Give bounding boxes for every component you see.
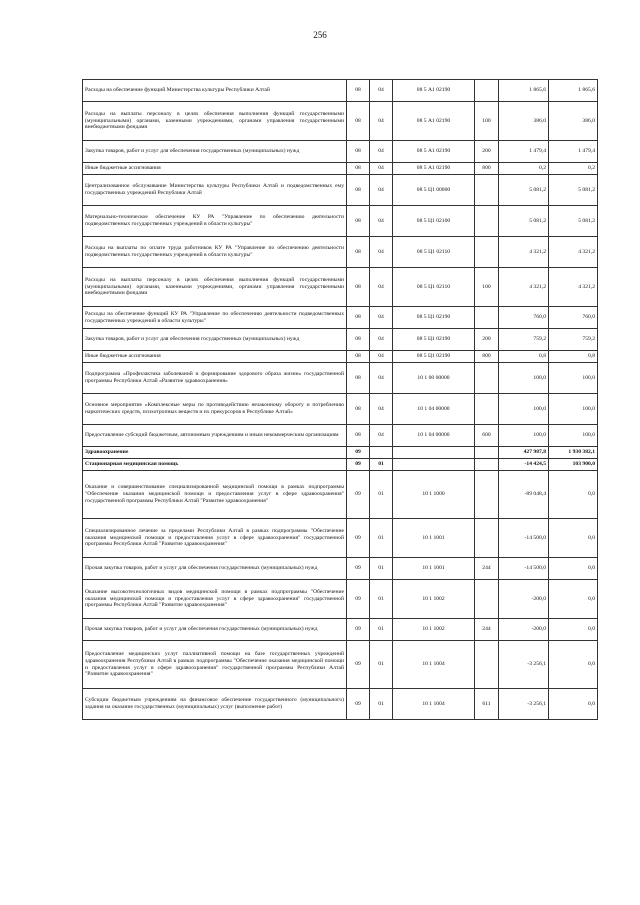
table-row — [83, 619, 598, 641]
subsection-code-cell — [370, 447, 393, 459]
expense-type-cell — [475, 519, 499, 558]
section-code-cell: 08 — [347, 237, 370, 268]
amount-change-cell: -3 256,1 — [499, 689, 549, 720]
subsection-code-cell: 04 — [370, 102, 393, 141]
row-name-cell: Здравоохранение — [83, 447, 347, 459]
section-code-cell: 09 — [347, 447, 370, 459]
amount-change-cell: 5 081,2 — [499, 175, 549, 206]
subsection-code-cell: 04 — [370, 141, 393, 163]
amount-change-cell: -200,0 — [499, 619, 549, 641]
section-code-cell: 08 — [347, 163, 370, 175]
expense-type-cell: 200 — [475, 141, 499, 163]
target-article-cell — [393, 459, 475, 471]
table-row — [83, 519, 598, 558]
amount-total-cell: 1 479,4 — [549, 141, 598, 163]
amount-total-cell: 103 900,0 — [549, 459, 598, 471]
amount-change-cell: 100,0 — [499, 425, 549, 447]
amount-change-cell: 100,0 — [499, 363, 549, 394]
row-name-cell: Расходы на выплаты по оплате труда работников КУ РА "Управление по обеспечению деятельности подведомственных государственных учреждений в области культуры" — [83, 237, 347, 268]
target-article-cell: 10 1 00 00000 — [393, 363, 475, 394]
table-row — [83, 689, 598, 720]
row-name-cell: Иные бюджетные ассигнования — [83, 163, 347, 175]
target-article-cell: 10 1 1002 — [393, 619, 475, 641]
amount-change-cell: 386,0 — [499, 102, 549, 141]
expense-type-cell: 100 — [475, 268, 499, 307]
target-article-cell: 08 5 А1 02190 — [393, 163, 475, 175]
expense-type-cell — [475, 394, 499, 425]
section-code-cell: 09 — [347, 471, 370, 519]
amount-change-cell: 5 081,2 — [499, 206, 549, 237]
section-code-cell: 08 — [347, 394, 370, 425]
subsection-code-cell: 01 — [370, 471, 393, 519]
row-name-cell: Стационарная медицинская помощь — [83, 459, 347, 471]
amount-total-cell: 100,0 — [549, 425, 598, 447]
target-article-cell: 08 5 Ц1 02100 — [393, 206, 475, 237]
subsection-code-cell: 04 — [370, 175, 393, 206]
expense-type-cell: 600 — [475, 425, 499, 447]
subsection-code-cell: 04 — [370, 80, 393, 102]
expense-type-cell — [475, 471, 499, 519]
subsection-code-cell: 04 — [370, 206, 393, 237]
target-article-cell: 08 5 А1 02190 — [393, 80, 475, 102]
table-row — [83, 459, 598, 471]
section-code-cell: 09 — [347, 558, 370, 580]
expense-type-cell — [475, 206, 499, 237]
section-code-cell: 09 — [347, 641, 370, 689]
expense-type-cell — [475, 237, 499, 268]
section-code-cell: 09 — [347, 580, 370, 619]
subsection-code-cell: 01 — [370, 619, 393, 641]
subsection-code-cell: 04 — [370, 163, 393, 175]
section-code-cell: 08 — [347, 307, 370, 329]
amount-change-cell: -200,0 — [499, 580, 549, 619]
row-name-cell: Иные бюджетные ассигнования — [83, 351, 347, 363]
amount-total-cell: 0,0 — [549, 471, 598, 519]
amount-total-cell: 5 081,2 — [549, 175, 598, 206]
expense-type-cell — [475, 80, 499, 102]
subsection-code-cell: 04 — [370, 351, 393, 363]
expense-type-cell: 800 — [475, 351, 499, 363]
target-article-cell: 08 5 Ц1 02190 — [393, 307, 475, 329]
table-row — [83, 471, 598, 519]
row-name-cell: Специализированное лечение за пределами Республики Алтай в рамках подпрограммы "Обеспечение оказания медицинской помощи и предоставления услуг в сфере здравоохранения" государственной программы Республики Алтай "Развитие здравоохранения" — [83, 519, 347, 558]
row-name-cell: Централизованное обслуживание Министерства культуры Республики Алтай и подведомственных ему государственных учреждений Республики Алтай — [83, 175, 347, 206]
row-name-cell: Предоставление медицинских услуг паллиативной помощи на базе государственных учреждений здравоохранения Республики Алтай в рамках подпрограммы "Обеспечение оказания медицинской помощи и предоставления услуг в сфере здравоохранения" государственной программы Республики Алтай "Развитие здравоохранения" — [83, 641, 347, 689]
section-code-cell: 09 — [347, 689, 370, 720]
subsection-code-cell: 01 — [370, 519, 393, 558]
section-code-cell: 09 — [347, 519, 370, 558]
row-name-cell: Материально-техническое обеспечение КУ РА "Управление по обеспечению деятельности подведомственных государственных учреждений в области культуры" — [83, 206, 347, 237]
amount-change-cell: 0,8 — [499, 351, 549, 363]
subsection-code-cell: 01 — [370, 641, 393, 689]
section-code-cell: 08 — [347, 141, 370, 163]
row-name-cell: Прочая закупка товаров, работ и услуг для обеспечения государственных (муниципальных) нужд — [83, 619, 347, 641]
amount-change-cell: -14 500,0 — [499, 558, 549, 580]
target-article-cell: 08 5 Ц1 02110 — [393, 237, 475, 268]
page-number: 256 — [313, 30, 327, 40]
amount-total-cell: 759,2 — [549, 329, 598, 351]
target-article-cell: 10 1 04 00000 — [393, 425, 475, 447]
amount-total-cell: 5 081,2 — [549, 206, 598, 237]
table-row — [83, 363, 598, 394]
amount-total-cell: 100,0 — [549, 363, 598, 394]
target-article-cell: 10 1 1000 — [393, 471, 475, 519]
expense-type-cell: 800 — [475, 163, 499, 175]
amount-total-cell: 100,0 — [549, 394, 598, 425]
table-row — [83, 307, 598, 329]
target-article-cell: 10 1 1002 — [393, 580, 475, 619]
target-article-cell: 08 5 Ц1 02110 — [393, 268, 475, 307]
row-name-cell: Закупка товаров, работ и услуг для обеспечения государственных (муниципальных) нужд — [83, 141, 347, 163]
amount-total-cell: 0,0 — [549, 558, 598, 580]
budget-table — [82, 79, 598, 720]
row-name-cell: Субсидии бюджетным учреждениям на финансовое обеспечение государственного (муниципального) задания на оказание государственных (муниципальных) услуг (выполнение работ) — [83, 689, 347, 720]
amount-change-cell: 1 479,4 — [499, 141, 549, 163]
row-name-cell: Расходы на выплаты персоналу в целях обеспечения выполнения функций государственными (муниципальными) органами, казенными учреждениями, органами управления государственными внебюджетными фондами — [83, 268, 347, 307]
amount-total-cell: 0,0 — [549, 641, 598, 689]
row-name-cell: Подпрограмма «Профилактика заболеваний и формирование здорового образа жизни» государственной программы Республики Алтай «Развитие здравоохранения» — [83, 363, 347, 394]
table-row — [83, 237, 598, 268]
table-row — [83, 329, 598, 351]
row-name-cell: Закупка товаров, работ и услуг для обеспечения государственных (муниципальных) нужд — [83, 329, 347, 351]
subsection-code-cell: 04 — [370, 425, 393, 447]
amount-total-cell: 0,0 — [549, 689, 598, 720]
expense-type-cell — [475, 641, 499, 689]
amount-change-cell: 4 321,2 — [499, 268, 549, 307]
section-code-cell: 08 — [347, 268, 370, 307]
subsection-code-cell: 04 — [370, 268, 393, 307]
target-article-cell: 10 1 1004 — [393, 689, 475, 720]
subsection-code-cell: 04 — [370, 363, 393, 394]
amount-total-cell: 1 865,6 — [549, 80, 598, 102]
amount-change-cell: 1 865,6 — [499, 80, 549, 102]
row-name-cell: Расходы на выплаты персоналу в целях обеспечения выполнения функций государственными (муниципальными) органами, казенными учреждениями, органами управления государственными внебюджетными фондами — [83, 102, 347, 141]
subsection-code-cell: 04 — [370, 307, 393, 329]
amount-change-cell: 760,0 — [499, 307, 549, 329]
target-article-cell: 10 1 1004 — [393, 641, 475, 689]
amount-total-cell: 0,2 — [549, 163, 598, 175]
expense-type-cell — [475, 175, 499, 206]
target-article-cell: 10 1 1001 — [393, 558, 475, 580]
expense-type-cell — [475, 307, 499, 329]
expense-type-cell — [475, 447, 499, 459]
row-name-cell: Расходы на обеспечение функций Министерства культуры Республики Алтай — [83, 80, 347, 102]
table-row — [83, 268, 598, 307]
expense-type-cell: 200 — [475, 329, 499, 351]
row-name-cell: Оказание и совершенствование специализированной медицинской помощи в рамках подпрограммы "Обеспечение оказания медицинской помощи и предоставления услуг в сфере здравоохранения" государственной программы Республики Алтай "Развитие здравоохранения" — [83, 471, 347, 519]
target-article-cell: 10 1 04 00000 — [393, 394, 475, 425]
target-article-cell: 08 5 А1 02190 — [393, 141, 475, 163]
expense-type-cell: 611 — [475, 689, 499, 720]
section-code-cell: 08 — [347, 206, 370, 237]
target-article-cell: 08 5 Ц1 00000 — [393, 175, 475, 206]
expense-type-cell — [475, 363, 499, 394]
section-code-cell: 08 — [347, 175, 370, 206]
amount-total-cell: 4 321,2 — [549, 268, 598, 307]
subsection-code-cell: 04 — [370, 394, 393, 425]
table-row — [83, 80, 598, 102]
amount-change-cell: 427 987,8 — [499, 447, 549, 459]
row-name-cell: Предоставление субсидий бюджетным, автономным учреждениям и иным некоммерческим организациям — [83, 425, 347, 447]
amount-total-cell: 760,0 — [549, 307, 598, 329]
subsection-code-cell: 01 — [370, 558, 393, 580]
table-row — [83, 141, 598, 163]
table-row — [83, 447, 598, 459]
section-code-cell: 09 — [347, 459, 370, 471]
row-name-cell: Оказание высокотехнологичных видов медицинской помощи в рамках подпрограммы "Обеспечение оказания медицинской помощи и предоставления услуг в сфере здравоохранения" государственной программы Республики Алтай "Развитие здравоохранения" — [83, 580, 347, 619]
amount-change-cell: -14 424,5 — [499, 459, 549, 471]
target-article-cell: 08 5 А1 02190 — [393, 102, 475, 141]
subsection-code-cell: 01 — [370, 580, 393, 619]
expense-type-cell — [475, 459, 499, 471]
table-row — [83, 580, 598, 619]
table-body — [83, 80, 598, 720]
target-article-cell: 10 1 1001 — [393, 519, 475, 558]
amount-total-cell: 0,0 — [549, 619, 598, 641]
amount-change-cell: -14 500,0 — [499, 519, 549, 558]
amount-total-cell: 386,0 — [549, 102, 598, 141]
expense-type-cell: 244 — [475, 619, 499, 641]
amount-total-cell: 4 321,2 — [549, 237, 598, 268]
target-article-cell: 08 5 Ц1 02190 — [393, 351, 475, 363]
expense-type-cell: 244 — [475, 558, 499, 580]
table-row — [83, 206, 598, 237]
amount-total-cell: 1 930 382,1 — [549, 447, 598, 459]
amount-change-cell: 4 321,2 — [499, 237, 549, 268]
row-name-cell: Основное мероприятие «Комплексные меры по противодействию незаконному обороту и потреблению наркотических средств, психотропных веществ и их прекурсоров в Республике Алтай» — [83, 394, 347, 425]
expense-type-cell — [475, 580, 499, 619]
table-row — [83, 641, 598, 689]
table-row — [83, 175, 598, 206]
row-name-cell: Расходы на обеспечение функций КУ РА "Управление по обеспечению деятельности подведомственных государственных учреждений в области культуры" — [83, 307, 347, 329]
target-article-cell: 08 5 Ц1 02190 — [393, 329, 475, 351]
table-row — [83, 351, 598, 363]
section-code-cell: 08 — [347, 351, 370, 363]
amount-change-cell: 100,0 — [499, 394, 549, 425]
subsection-code-cell: 01 — [370, 459, 393, 471]
amount-change-cell: 759,2 — [499, 329, 549, 351]
row-name-cell: Прочая закупка товаров, работ и услуг для обеспечения государственных (муниципальных) нужд — [83, 558, 347, 580]
subsection-code-cell: 04 — [370, 237, 393, 268]
section-code-cell: 08 — [347, 80, 370, 102]
section-code-cell: 08 — [347, 329, 370, 351]
target-article-cell — [393, 447, 475, 459]
amount-change-cell: 0,2 — [499, 163, 549, 175]
section-code-cell: 08 — [347, 425, 370, 447]
table-row — [83, 394, 598, 425]
subsection-code-cell: 01 — [370, 689, 393, 720]
section-code-cell: 08 — [347, 363, 370, 394]
table-row — [83, 163, 598, 175]
section-code-cell: 09 — [347, 619, 370, 641]
section-code-cell: 08 — [347, 102, 370, 141]
amount-change-cell: -3 256,1 — [499, 641, 549, 689]
table-row — [83, 425, 598, 447]
amount-total-cell: 0,0 — [549, 580, 598, 619]
amount-total-cell: 0,0 — [549, 519, 598, 558]
subsection-code-cell: 04 — [370, 329, 393, 351]
amount-change-cell: -89 048,4 — [499, 471, 549, 519]
expense-type-cell: 100 — [475, 102, 499, 141]
table-row — [83, 102, 598, 141]
amount-total-cell: 0,8 — [549, 351, 598, 363]
table-row — [83, 558, 598, 580]
